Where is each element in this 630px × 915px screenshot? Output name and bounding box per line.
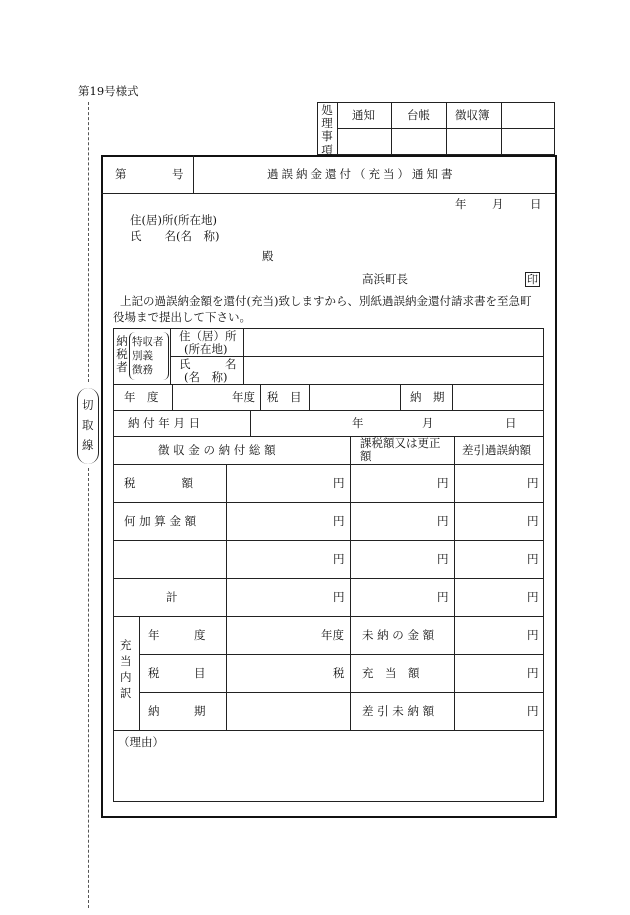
- row-additional-label: 何 加 算 金 額: [124, 514, 197, 528]
- reason-label: （理由）: [118, 735, 164, 749]
- name-label-1: 氏 名: [179, 357, 237, 371]
- processing-label: 処理事項: [321, 103, 333, 157]
- row-total-label: 計: [166, 590, 178, 604]
- cut-char-3: 線: [82, 438, 94, 452]
- date-year: 年: [455, 197, 467, 211]
- alloc-char-1: 充: [120, 638, 132, 652]
- cut-line-label: [77, 388, 99, 464]
- pay-date-month: 月: [422, 416, 434, 430]
- due-label: 納 期: [410, 390, 445, 404]
- alloc-applied-label: 充 当 額: [362, 666, 420, 680]
- alloc-remaining-label: 差 引 未 納 額: [362, 704, 435, 718]
- row-blank-yen-2: 円: [437, 552, 449, 566]
- total-header: 徴 収 金 の 納 付 総 額: [158, 443, 276, 457]
- cut-line-upper: [88, 102, 89, 382]
- row-tax-yen-1: 円: [333, 476, 345, 490]
- refund-header: 差引過誤納額: [462, 443, 531, 457]
- body-text-line2: 役場まで提出して下さい。: [113, 310, 251, 324]
- alloc-char-3: 内: [120, 670, 132, 684]
- alloc-applied-yen: 円: [527, 666, 539, 680]
- row-blank-yen-3: 円: [527, 552, 539, 566]
- row-total-yen-2: 円: [437, 590, 449, 604]
- payer-label-taxpayer: 納税者: [116, 334, 128, 375]
- processing-col-collection-book: 徴収簿: [455, 108, 490, 122]
- addressee-address-label: 住(居)所(所在地): [130, 213, 217, 227]
- address-label-2: (所在地): [184, 342, 228, 356]
- row-total-yen-3: 円: [527, 590, 539, 604]
- pay-date-year: 年: [352, 416, 364, 430]
- cut-char-2: 取: [82, 418, 94, 432]
- row-additional-yen-3: 円: [527, 514, 539, 528]
- year-unit: 年度: [232, 390, 255, 404]
- number-prefix: 第: [115, 167, 127, 181]
- alloc-year-label: 年 度: [148, 628, 206, 642]
- alloc-char-4: 訳: [120, 686, 132, 700]
- form-title: 過誤納金還付（充当）通知書: [267, 167, 456, 181]
- corrected-header-2: 額: [360, 449, 372, 463]
- alloc-unpaid-label: 未 納 の 金 額: [362, 628, 435, 642]
- row-blank-yen-1: 円: [333, 552, 345, 566]
- alloc-tax-unit: 税: [333, 666, 345, 680]
- date-day: 日: [530, 197, 542, 211]
- payer-label-mid-1: 特収者: [132, 336, 164, 348]
- address-label-1: 住（居）所: [179, 329, 237, 343]
- processing-col-ledger: 台帳: [407, 108, 430, 122]
- row-additional-yen-1: 円: [333, 514, 345, 528]
- processing-col-notice: 通知: [352, 108, 375, 122]
- row-tax-yen-2: 円: [437, 476, 449, 490]
- payer-label-mid-3: 徴務: [132, 364, 153, 376]
- addressee-honorific: 殿: [262, 249, 274, 263]
- alloc-year-unit: 年度: [321, 628, 344, 642]
- cut-line-lower: [88, 468, 89, 908]
- tax-item-label: 税 目: [267, 390, 302, 404]
- issuer-title: 高浜町長: [362, 272, 408, 286]
- form-number: 第19号様式: [78, 84, 139, 98]
- pay-date-day: 日: [505, 416, 517, 430]
- alloc-tax-label: 税 目: [148, 666, 206, 680]
- row-total-yen-1: 円: [333, 590, 345, 604]
- name-label-2: (名 称): [184, 370, 228, 384]
- alloc-char-2: 当: [120, 654, 132, 668]
- year-label: 年 度: [124, 390, 159, 404]
- cut-char-1: 切: [82, 398, 94, 412]
- alloc-unpaid-yen: 円: [527, 628, 539, 642]
- alloc-remaining-yen: 円: [527, 704, 539, 718]
- addressee-name-label: 氏 名(名 称): [130, 229, 220, 243]
- number-suffix: 号: [172, 167, 184, 181]
- alloc-due-label: 納 期: [148, 704, 206, 718]
- pay-date-label: 納 付 年 月 日: [128, 416, 201, 430]
- row-tax-yen-3: 円: [527, 476, 539, 490]
- date-month: 月: [492, 197, 504, 211]
- row-tax-amount-label: 税 額: [124, 476, 193, 490]
- payer-label-mid-2: 別義: [132, 350, 153, 362]
- row-additional-yen-2: 円: [437, 514, 449, 528]
- corrected-header-1: 課税額又は更正: [360, 436, 441, 450]
- body-text-line1: 上記の過誤納金額を還付(充当)致しますから、別紙過誤納金還付請求書を至急町: [120, 294, 532, 308]
- seal-stamp: 印: [527, 273, 538, 286]
